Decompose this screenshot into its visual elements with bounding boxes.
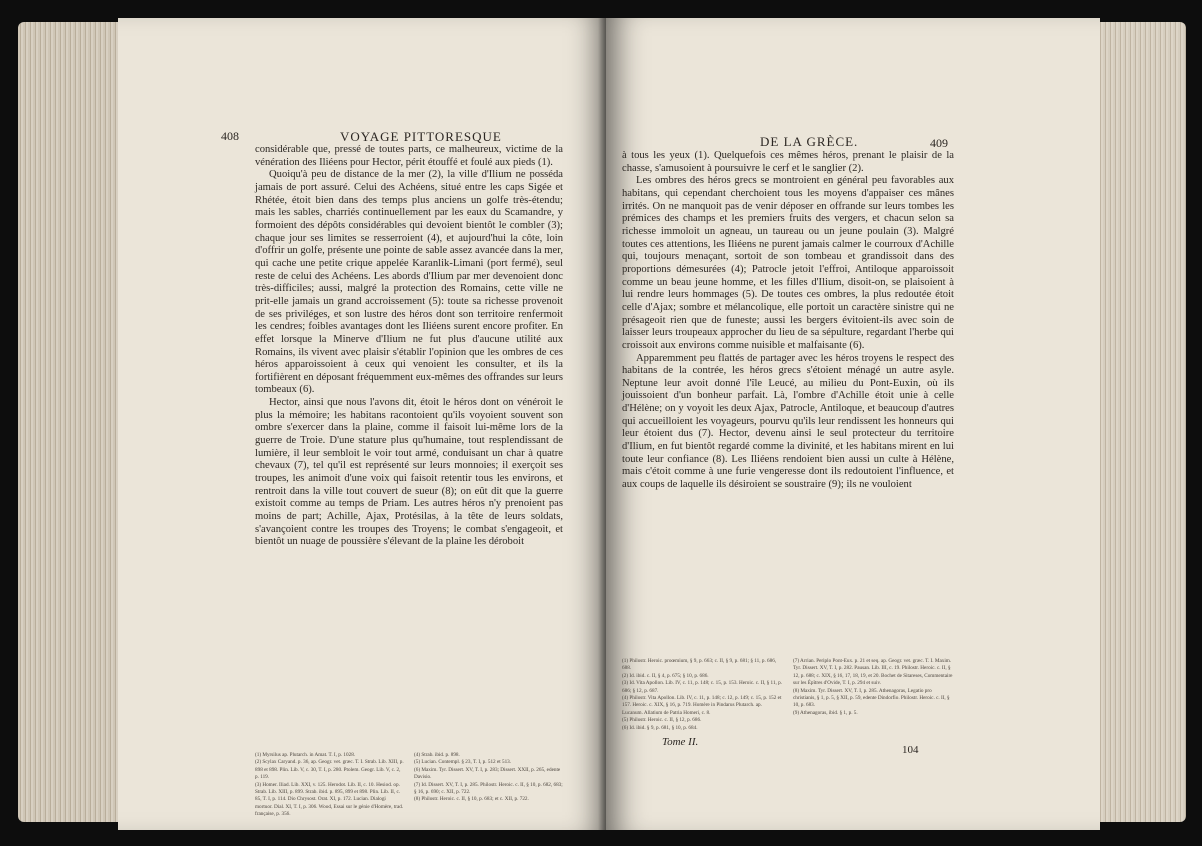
footnote: (7) Id. Dissert. XV, T. I, p. 285. Philostr. Heroic. c. II, § 10, p. 682, 683; § 16, p. 690; c. XII, p. 722.: [414, 781, 563, 796]
right-footnotes-col-1: [622, 658, 783, 732]
right-body-text: [622, 150, 954, 492]
left-page-number: 408: [221, 129, 239, 143]
footnote: (7) Arrian. Periplo Pont-Eux. p. 21 et seq. ap. Geogr. vet. græc. T. I. Maxim. Tyr. Dissert. XV, T. I, p. 282. Pausan. Lib. III, c. 19. Philostr. Heroic. c. II, § 12, p. 688; c. XIX, § 16, 17, 18, 19, et 20. Bochet de Sitareses, Commentaire sur les Épîtres d'Ovide, T. I, p. 294 et suiv.: [793, 658, 953, 687]
footnote: (3) Homer. Iliad. Lib. XXI, v. 125. Herodot. Lib. II, c. 10. Hesiod. op. Strab. Lib. XIII, p. 899. Strab. ibid. p. 895, 899 et 898. Plin. Lib. II, c. 85, T. I, p. 114. Dio Chrysost. Orat. XI, p. 172. Lucian. Dialogi mortuor. Dial. XI, T. I, p. 306. Wood, Essai sur le génie d'Homère, trad. française, p. 356.: [255, 781, 404, 818]
footnote: (3) Id. Vita Apollon. Lib. IV, c. 11, p. 148; c. 15, p. 153. Heroic. c. II, § 11, p. 686; § 12, p. 687.: [622, 680, 783, 694]
footnote: (8) Philostr. Heroic. c. II, § 10, p. 683; et c. XII, p. 722.: [414, 796, 529, 803]
footnote: (2) Id. ibid. c. II, § 4, p. 675; § 10, p. 686.: [622, 672, 709, 679]
left-paragraph: Hector, ainsi que nous l'avons dit, étoit le héros dont on vénéroit le plus la mémoire; les habitans racontoient qu'ils voyoient souvent son ombre s'exercer dans la plaine, comme il faisoit lui-même lors de la guerre de Troie. D'une stature plus qu'humaine, tout resplendissant de lumière, il leur sembloit le voir tout armé, conduisant un char à quatre chevaux (7), tel qu'il est représenté sur leurs monnoies; il exerçoit ses troupes, les animoit d'une voix qui faisoit retentir tous les environs, et rentroit dans la ville tout couvert de sueur (8); on eût dit que la guerre existoit comme au temps de Priam. Les autres héros n'y prenoient pas moins de part; Achille, Ajax, Protésilas, à la tête de leurs soldats, s'avançoient contre les troupes des Troyens; le combat s'engageoit, et bientôt un nuage de poussière s'élevant de la plaine les déroboit: [255, 397, 563, 548]
right-paragraph: à tous les yeux (1). Quelquefois ces mêmes héros, prenant le plaisir de la chasse, s'amusoient à poursuivre le cerf et le sanglier (2).: [622, 150, 954, 174]
left-paragraph: considérable que, pressé de toutes parts, ce malheureux, victime de la vénération des Iliéens pour Hector, périt étouffé et foulé aux pieds (1).: [255, 144, 563, 168]
footnote: (8) Maxim. Tyr. Dissert. XV, T. I, p. 285. Athenagoras, Legatio pro christianis, § 1, p. 5, § XII, p. 59, edente Dindorfio. Philostr. Heroic. c. II, § 10, p. 683.: [793, 687, 950, 709]
sheet-number: 104: [902, 744, 919, 756]
footnote: (1) Myrsilus ap. Plutarch. in Amat. T. I, p. 1028.: [255, 752, 356, 758]
left-body-text: [255, 144, 563, 549]
right-paragraph: Apparemment peu flattés de partager avec les héros troyens le respect des habitans de la contrée, les héros grecs s'étoient ménagé un autre asyle. Neptune leur avoit donné l'île Leucé, au milieu du Pont-Euxin, où ils jouissoient d'un bonheur parfait. Là, l'ombre d'Achille étoit unie à celle d'Hélène; on y voyoit les deux Ajax, Patrocle, Antiloque, et beaucoup d'autres qui accueilloient les voyageurs, pourvu qu'ils leur rendissent les honneurs qui leur étoient dus (7). Hector, devenu ainsi le seul protecteur du territoire d'Ilium, en fut bientôt regardé comme la divinité, et les habitans mirent en lui toute leur confiance (8). Les Iliéens rendoient bien aussi un culte à Hélène, mais c'étoit comme à une furie vengeresse dont ils redoutoient l'influence, et aux coups de laquelle ils désiroient se soustraire (9); ils ne vouloient: [622, 352, 954, 491]
right-page-number: 409: [930, 136, 948, 150]
left-paragraph: Quoiqu'à peu de distance de la mer (2), la ville d'Ilium ne posséda jamais de port assuré. Celui des Achéens, situé entre les caps Sigée et Rhétée, étoit bien dans des temps plus anciens un golfe très-étendu; mais les sables, charriés continuellement par les eaux du Scamandre, y formoient des dépôts considérables qui devoient bientôt le combler (3); chaque jour ses limites se resserroient (4), et aujourd'hui la côte, loin d'offrir un golfe, présente une pointe de sable assez avancée dans la mer, qui cache une petite crique appelée Karanlik-Limani (port fermé), seul reste de celui des Achéens. Les abords d'Ilium par mer devenoient donc très-difficiles; aussi, malgré la protection des Romains, cette ville ne prit-elle jamais un grand accroissement (5): toute sa richesse provenoit de ses priviléges, et son lustre des héros dont son territoire renfermoit les cendres; foibles avantages dont les Iliéens surent encore profiter. En effet lorsque la Minerve d'Ilium ne fut plus d'aucune utilité aux Romains, ils vivent avec plaisir s'établir l'opinion que les ombres de ces héros apparoissoient à ceux qui venoient les consulter, et ils la fortifièrent en déposant fréquemment eux-mêmes des offrandes sur leurs tombeaux (6).: [255, 169, 563, 396]
left-running-head: VOYAGE PITTORESQUE: [340, 129, 502, 144]
footnote: (1) Philostr. Heroic. proœmium, § 9, p. 663; c. II, § 9, p. 681; § 11, p. 686, 688.: [622, 658, 777, 672]
right-page: [606, 18, 1100, 830]
left-footnotes-col-2: [414, 752, 563, 819]
footnote: (6) Id. ibid. § 9, p. 681, § 10, p. 684.: [622, 724, 698, 731]
footnote: (5) Philostr. Heroic. c. II, § 12, p. 686.: [622, 717, 702, 724]
footnote: (4) Strab. ibid. p. 898.: [414, 752, 460, 758]
right-footnotes-col-2: [793, 658, 954, 732]
signature-mark: Tome II.: [662, 736, 699, 748]
footnote: (9) Athenagoras, ibid. § 1, p. 5.: [793, 709, 858, 716]
footnote: (5) Lucian. Contempl. § 23, T. I, p. 512 et 513.: [414, 759, 512, 766]
footnote: (2) Scylax Caryand. p. 36, ap. Geogr. vet. græc. T. I. Strab. Lib. XIII, p. 898 et 898. Plin. Lib. V, c. 30, T. I, p. 280. Ptolem. Geogr. Lib. V, c. 2, p. 119.: [255, 759, 404, 781]
footnote: (6) Maxim. Tyr. Dissert. XV, T. I, p. 283; Dissert. XXII, p. 265, edente Davisio.: [414, 766, 561, 781]
right-paragraph: Les ombres des héros grecs se montroient en général peu favorables aux habitans, qui cependant cherchoient tous les moyens d'appaiser ces mânes irrités. On ne manquoit pas de venir déposer en offrande sur leurs tombes les prémices des champs et les premiers fruits des vergers, et chacun selon sa richesse immoloit un agneau, un taureau ou un jeune poulain (3). Malgré toutes ces attentions, les Iliéens ne purent jamais calmer le courroux d'Achille qui, toujours menaçant, sortoit de son tombeau et grandissoit dans des proportions démesurées (4); Patrocle jetoit l'effroi, Antiloque apparoissoit comme un beau jeune homme, et les filles d'Ilium, disoit-on, se plaisoient à lui rendre leurs hommages (5). De toutes ces ombres, la plus redoutée étoit celle d'Ajax; sombre et mélancolique, elle portoit un caractère sinistre qui ne présageoit rien que de funeste; aussi les bergers évitoient-ils avec soin de laisser leurs troupeaux approcher du lieu de sa sépulture, regardant l'herbe qui croissoit aux environs comme nuisible et malfaisante (6).: [622, 175, 954, 351]
left-page: [118, 18, 608, 830]
footnote: (4) Philostr. Vita Apollon. Lib. IV, c. 11, p. 148; c. 12, p. 149; c. 15, p. 152 et 157. Heroic. c. XIX, § 16, p. 719. Homère in Pindarus Plutarch. ap. Lucanum. Allatium de Patria Homeri, c. 8.: [622, 695, 782, 716]
right-page-edges: [1098, 22, 1186, 822]
left-footnotes: [255, 752, 563, 819]
left-page-edges: [18, 22, 118, 822]
left-footnotes-col-1: [255, 752, 404, 819]
right-running-head: DE LA GRÈCE.: [760, 134, 859, 149]
right-footnotes: [622, 658, 954, 732]
